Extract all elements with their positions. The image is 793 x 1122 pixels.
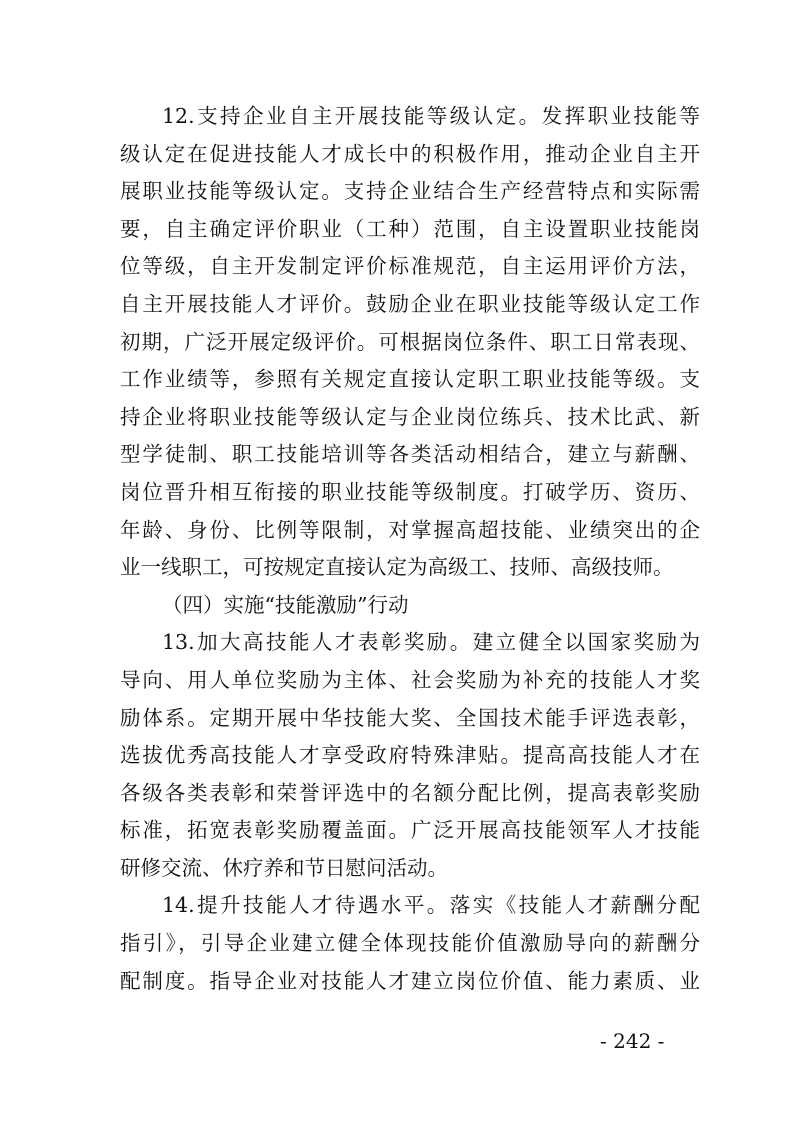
paragraph-13-line-2: 导向、用人单位奖励为主体、社会奖励为补充的技能人才奖	[120, 667, 700, 692]
paragraph-13-line-7: 研修交流、休疗养和节日慰问活动。	[120, 855, 448, 880]
paragraph-14-line-2: 指引》，引导企业建立健全体现技能价值激励导向的薪酬分	[120, 931, 700, 956]
paragraph-12-line-12: 年龄、身份、比例等限制，对掌握高超技能、业绩突出的企	[120, 517, 700, 542]
paragraph-12-line-4: 要，自主确定评价职业（工种）范围，自主设置职业技能岗	[120, 216, 700, 241]
paragraph-13-line-4: 选拔优秀高技能人才享受政府特殊津贴。提高高技能人才在	[120, 743, 700, 768]
paragraph-12-line-1: 12.支持企业自主开展技能等级认定。发挥职业技能等	[162, 104, 700, 128]
paragraph-12-line-3: 展职业技能等级认定。支持企业结合生产经营特点和实际需	[120, 179, 700, 204]
paragraph-12-line-7: 初期，广泛开展定级评价。可根据岗位条件、职工日常表现、	[120, 329, 700, 354]
paragraph-12-line-5: 位等级，自主开发制定评价标准规范，自主运用评价方法，	[120, 254, 700, 279]
paragraph-12-line-10: 型学徒制、职工技能培训等各类活动相结合，建立与薪酬、	[120, 442, 700, 467]
paragraph-13-line-1: 13.加大高技能人才表彰奖励。建立健全以国家奖励为	[162, 630, 700, 655]
paragraph-12-line-2: 级认定在促进技能人才成长中的积极作用，推动企业自主开	[120, 141, 700, 166]
paragraph-13-line-6: 标准，拓宽表彰奖励覆盖面。广泛开展高技能领军人才技能	[120, 818, 700, 843]
paragraph-13-line-3: 励体系。定期开展中华技能大奖、全国技术能手评选表彰，	[120, 705, 700, 730]
page-number: - 242 -	[600, 1029, 665, 1053]
body-text	[120, 98, 700, 1000]
paragraph-12-line-13: 业一线职工，可按规定直接认定为高级工、技师、高级技师。	[120, 555, 674, 580]
paragraph-12-line-9: 持企业将职业技能等级认定与企业岗位练兵、技术比武、新	[120, 404, 700, 429]
section-heading: （四）实施“技能激励”行动	[162, 592, 409, 617]
paragraph-14-line-3: 配制度。指导企业对技能人才建立岗位价值、能力素质、业	[120, 968, 700, 993]
paragraph-12-line-6: 自主开展技能人才评价。鼓励企业在职业技能等级认定工作	[120, 291, 700, 316]
paragraph-12-line-11: 岗位晋升相互衔接的职业技能等级制度。打破学历、资历、	[120, 479, 700, 504]
paragraph-14-line-1: 14.提升技能人才待遇水平。落实《技能人才薪酬分配	[162, 893, 700, 918]
paragraph-12-line-8: 工作业绩等，参照有关规定直接认定职工职业技能等级。支	[120, 367, 700, 392]
paragraph-13-line-5: 各级各类表彰和荣誉评选中的名额分配比例，提高表彰奖励	[120, 780, 700, 805]
